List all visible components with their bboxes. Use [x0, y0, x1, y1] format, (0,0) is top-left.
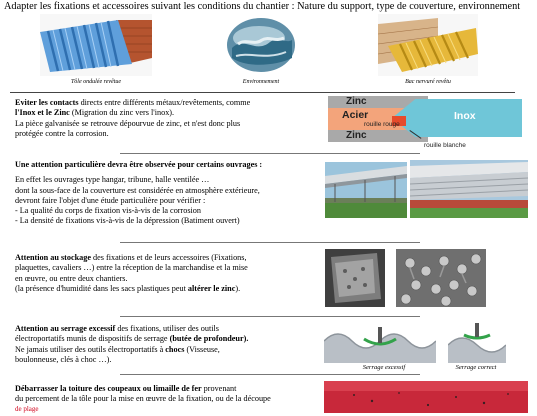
contacts-bold: Eviter les contacts: [15, 98, 79, 107]
storage-bag-photo: [325, 249, 385, 307]
ribbed-deck-caption: Bac nervuré revêtu: [405, 79, 451, 85]
corrugated-sheet-image: [40, 14, 152, 76]
limaille-roof-photo: [324, 381, 528, 413]
serrage-excessif-caption: Serrage excessif: [362, 364, 406, 371]
serrage-bold: Attention au serrage excessif: [15, 324, 116, 333]
section-stockage-text: Attention au stockage des fixations et de leurs accessoires (Fixations, plaquettes, cavaliers …) entre la réception de la marchandise et la mise en œuvre, ou entre deux chantiers. (la présence d'humidité dans les sacs plastiques peut altérer le zinc).: [15, 253, 248, 293]
diagram-label-rouille-rouge: rouille rouge: [364, 121, 400, 128]
ouvrages-title: Une attention particulière devra être observée pour certains ouvrages :: [15, 160, 263, 169]
section-limaille-text: Débarrasser la toiture des coupeaux ou limaille de fer provenant du percement de la tôle pour la mise en œuvre de la fixation, ou de la découpe de plage: [15, 384, 271, 413]
section-ouvrages-text: Une attention particulière devra être observée pour certains ouvrages : En effet les ouvrages type hangar, tribune, halle ventilée … dont la sous-face de la couverture est considérée en atmosphère extérieure, devront faire l'objet d'une étude particulière pour vérifier : - La qualité du corps de fixation vis-à-vis de la corrosion - La densité de fixations vis-à-vis de la dépression (Batiment ouvert): [15, 160, 325, 227]
diagram-label-zinc-top: Zinc: [346, 96, 367, 107]
section-contacts-text: Eviter les contacts directs entre différents métaux/revêtements, comme l'Inox et le Zinc (Migration du zinc vers l'inox). La pièce galvanisée se retrouve dépourvue de zinc, et n'est donc plus protégée contre la corrosion.: [15, 98, 251, 138]
section-serrage-text: Attention au serrage excessif des fixations, utiliser des outils électroportatifs munis de dispositifs de serrage (butée de profondeur). Ne jamais utiliser des outils électroportatifs à chocs (Visseuse, boulonneuse, clés à choc …).: [15, 324, 249, 364]
section-divider: [120, 316, 420, 317]
environment-caption: Environnement: [242, 79, 280, 85]
serrage-correct-caption: Serrage correct: [455, 364, 497, 371]
section-divider: [120, 153, 420, 154]
diagram-label-inox: Inox: [454, 110, 476, 122]
corrosion-diagram: [328, 96, 528, 154]
stockage-bold: Attention au stockage: [15, 253, 91, 262]
section-divider: [10, 92, 515, 93]
stadium-roof-photo: [325, 162, 407, 218]
diagram-label-zinc-bottom: Zinc: [346, 130, 367, 141]
serrage-excessif-image: [324, 321, 436, 363]
environment-image: [226, 14, 296, 76]
diagram-label-rouille-blanche: rouille blanche: [424, 142, 466, 149]
corrugated-sheet-caption: Tôle ondulée revêtue: [70, 79, 122, 85]
section-divider: [120, 374, 420, 375]
page-title: Adapter les fixations et accessoires suivant les conditions du chantier : Nature du support, type de couverture, environnement: [4, 1, 521, 12]
serrage-correct-image: [448, 321, 506, 363]
section-divider: [120, 242, 420, 243]
stadium-stands-photo: [410, 160, 528, 218]
diagram-label-acier: Acier: [342, 109, 369, 121]
storage-screws-photo: [396, 249, 486, 307]
ribbed-deck-image: [378, 14, 478, 76]
limaille-bold: Débarrasser la toiture des coupeaux ou limaille de fer: [15, 384, 202, 393]
